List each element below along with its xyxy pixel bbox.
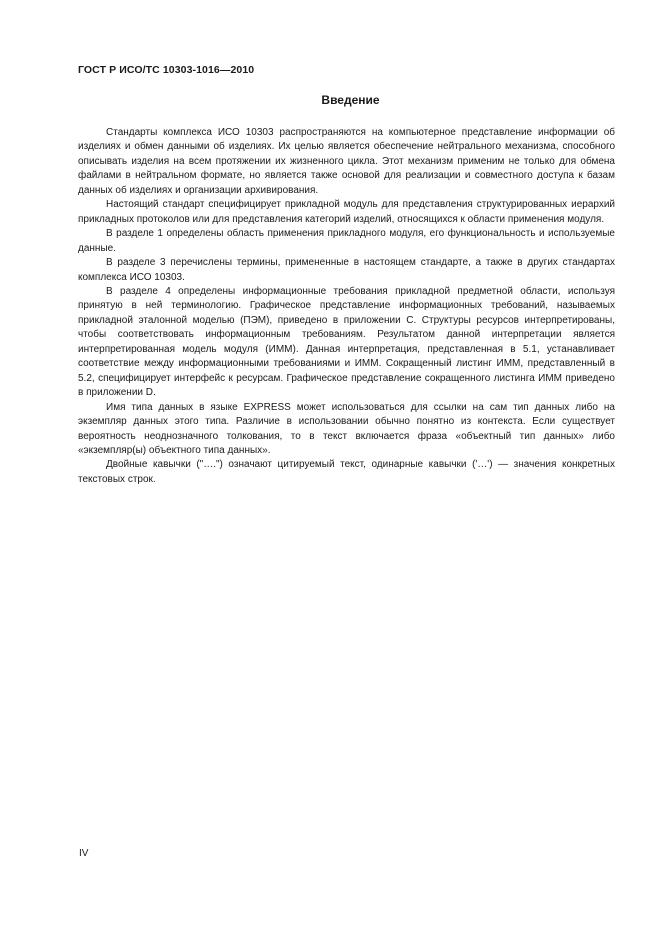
paragraph: В разделе 1 определены область применения прикладного модуля, его функциональность и используемые данные.: [78, 228, 615, 254]
paragraph: Настоящий стандарт специфицирует прикладной модуль для представления структурированных иерархий прикладных протоколов или для представления категорий изделий, относящихся к области применения модуля.: [78, 199, 615, 225]
introduction-body: [78, 126, 615, 487]
paragraph: В разделе 3 перечислены термины, примененные в настоящем стандарте, а также в других стандартах комплекса ИСО 10303.: [78, 257, 615, 283]
paragraph: Двойные кавычки ("….") означают цитируемый текст, одинарные кавычки ('…') — значения конкретных текстовых строк.: [78, 459, 615, 485]
page-number: IV: [79, 848, 89, 859]
document-header-id: ГОСТ Р ИСО/ТС 10303-1016—2010: [78, 64, 255, 76]
paragraph: В разделе 4 определены информационные требования прикладной предметной области, используя принятую в ней терминологию. Графическое представление информационных требований, называемых прикладной эталонной моделью (ПЭМ), приведено в приложении С. Структуры ресурсов интерпретированы, чтобы соответствовать информационным требованиям. Результатом данной интерпретации является интерпретированная модель модуля (ИММ). Данная интерпретация, представленная в 5.1, устанавливает соответствие между информационными требованиями и ИММ. Сокращенный листинг ИММ, представленный в 5.2, специфицирует интерфейс к ресурсам. Графическое представление сокращенного листинга ИММ приведено в приложении D.: [78, 285, 615, 399]
section-title: Введение: [321, 93, 380, 107]
paragraph: Имя типа данных в языке EXPRESS может использоваться для ссылки на сам тип данных либо на экземпляр данных этого типа. Различие в использовании обычно понятно из контекста. Если существует вероятность неоднозначного толкования, то в текст включается фраза «объектный тип данных» либо «экземпляр(ы) объектного типа данных».: [78, 401, 615, 456]
paragraph: Стандарты комплекса ИСО 10303 распространяются на компьютерное представление информации об изделиях и обмен данными об изделиях. Их целью является обеспечение нейтрального механизма, способного описывать изделия на всем протяжении их жизненного цикла. Этот механизм применим не только для обмена файлами в нейтральном формате, но является также основой для реализации и совместного доступа к базам данных об изделиях и организации архивирования.: [78, 127, 615, 196]
